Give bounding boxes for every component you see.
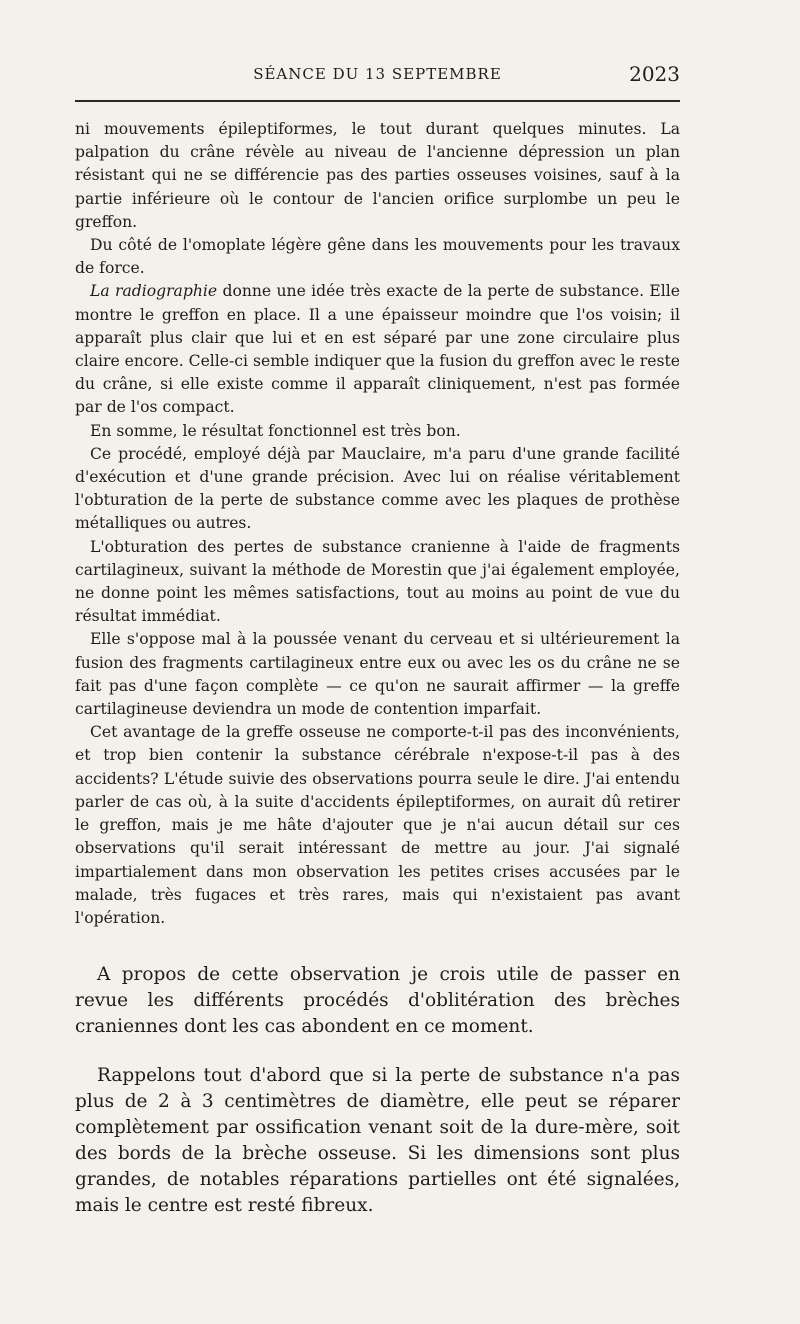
paragraph: Cet avantage de la greffe osseuse ne comporte-t-il pas des inconvénients, et trop bien contenir la substance cérébrale n'expose-t-il pas à des accidents? L'étude suivie des observations pourra seule le dire. J'ai entendu parler de cas où, à la suite d'accidents épileptiformes, on aurait dû retirer le greffon, mais je me hâte d'ajouter que je n'ai aucun détail sur ces observations qu'il serait intéressant de mettre au jour. J'ai signalé impartialement dans mon observation les petites crises accusées par le malade, très fugaces et très rares, mais qui n'existaient pas avant l'opération.	[75, 723, 680, 927]
italic-lead: La radiographie	[90, 282, 218, 301]
paragraph: A propos de cette observation je crois utile de passer en revue les différents procédés d'oblitération des brèches craniennes dont les cas abondent en ce moment.	[75, 964, 680, 1037]
large-text-block-1	[75, 962, 680, 1040]
paragraph: Du côté de l'omoplate légère gêne dans les mouvements pour les travaux de force.	[75, 236, 680, 278]
header-rule	[75, 100, 680, 102]
page-number: 2023	[629, 62, 680, 86]
running-title: SÉANCE DU 13 SEPTEMBRE	[253, 65, 502, 83]
paragraph: Ce procédé, employé déjà par Mauclaire, m'a paru d'une grande facilité d'exécution et d'une grande précision. Avec lui on réalise véritablement l'obturation de la perte de substance comme avec les plaques de prothèse métalliques ou autres.	[75, 444, 680, 533]
page-header	[75, 62, 680, 88]
paragraph: En somme, le résultat fonctionnel est très bon.	[90, 421, 461, 440]
large-text-block-2	[75, 1063, 680, 1219]
paragraph-radiographie	[75, 280, 680, 419]
paragraph: ni mouvements épileptiformes, le tout durant quelques minutes. La palpation du crâne révèle au niveau de l'ancienne dépression un plan résistant qui ne se différencie pas des parties osseuses voisines, sauf à la partie inférieure où le contour de l'ancien orifice surplombe un peu le greffon.	[75, 120, 680, 231]
paragraph: Rappelons tout d'abord que si la perte de substance n'a pas plus de 2 à 3 centimètres de diamètre, elle peut se réparer complètement par ossification venant soit de la dure-mère, soit des bords de la brèche osseuse. Si les dimensions sont plus grandes, de notables réparations partielles ont été signalées, mais le centre est resté fibreux.	[75, 1065, 680, 1216]
small-text-block	[75, 118, 680, 930]
paragraph: Elle s'oppose mal à la poussée venant du cerveau et si ultérieurement la fusion des fragments cartilagineux entre eux ou avec les os du crâne ne se fait pas d'une façon complète — ce qu'on ne saurait affirmer — la greffe cartilagineuse deviendra un mode de contention imparfait.	[75, 630, 680, 719]
paragraph: L'obturation des pertes de substance cranienne à l'aide de fragments cartilagineux, suivant la méthode de Morestin que j'ai également employée, ne donne point les mêmes satisfactions, tout au moins au point de vue du résultat immédiat.	[75, 537, 680, 626]
paragraph-rest: donne une idée très exacte de la perte de substance. Elle montre le greffon en place. Il a une épaisseur moindre que l'os voisin; il apparaît plus clair que lui et en est séparé par une zone circulaire plus claire encore. Celle-ci semble indiquer que la fusion du greffon avec le reste du crâne, si elle existe comme il apparaît cliniquement, n'est pas formée par de l'os compact.	[75, 282, 680, 417]
